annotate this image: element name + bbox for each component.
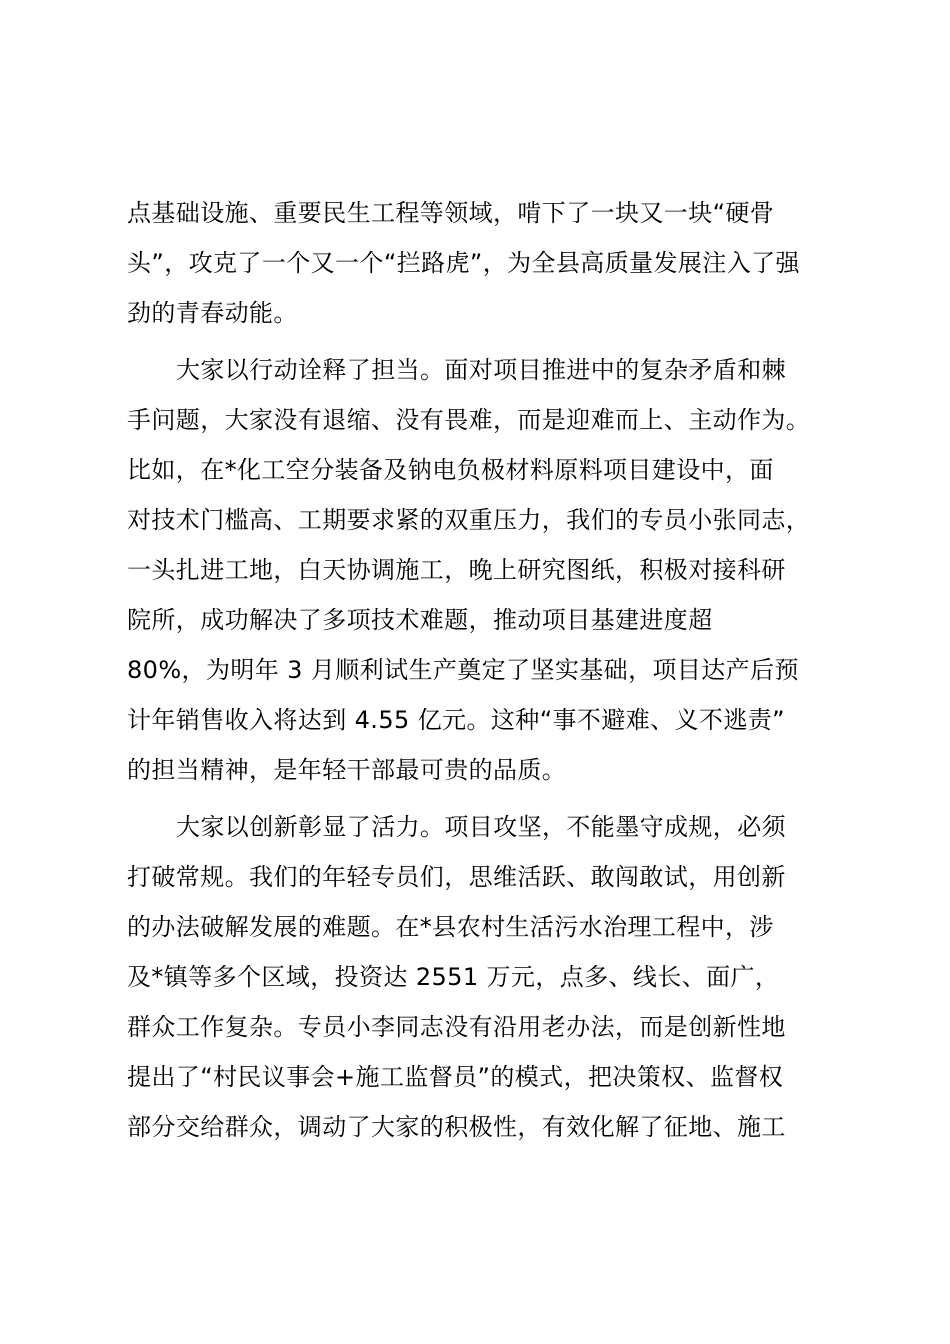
text-line: 80%，为明年 3 月顺利试生产奠定了坚实基础，项目达产后预 bbox=[127, 656, 799, 684]
paragraph-first-line: 大家以行动诠释了担当。面对项目推进中的复杂矛盾和棘 bbox=[176, 356, 786, 384]
paragraph-first-line: 大家以创新彰显了活力。项目攻坚，不能墨守成规，必须 bbox=[176, 813, 786, 841]
text-line: 打破常规。我们的年轻专员们，思维活跃、敢闯敢试，用创新 bbox=[127, 863, 786, 891]
text-line: 院所，成功解决了多项技术难题，推动项目基建进度超 bbox=[127, 606, 713, 634]
text-line: 部分交给群众，调动了大家的积极性，有效化解了征地、施工 bbox=[127, 1113, 786, 1141]
text-line: 点基础设施、重要民生工程等领域，啃下了一块又一块“硬骨 bbox=[127, 199, 775, 227]
text-line: 比如，在*化工空分装备及钠电负极材料原料项目建设中，面 bbox=[127, 456, 774, 484]
text-line: 的办法破解发展的难题。在*县农村生活污水治理工程中，涉 bbox=[127, 913, 774, 941]
text-line: 及*镇等多个区域，投资达 2551 万元，点多、线长、面广， bbox=[127, 963, 780, 991]
text-line: 对技术门槛高、工期要求紧的双重压力，我们的专员小张同志， bbox=[127, 506, 811, 534]
text-line: 手问题，大家没有退缩、没有畏难，而是迎难而上、主动作为。 bbox=[127, 406, 811, 434]
text-line: 劲的青春动能。 bbox=[127, 299, 298, 327]
text-line: 计年销售收入将达到 4.55 亿元。这种“事不避难、义不逃责” bbox=[127, 706, 785, 734]
text-line: 一头扎进工地，白天协调施工，晚上研究图纸，积极对接科研 bbox=[127, 556, 786, 584]
text-line: 提出了“村民议事会+施工监督员”的模式，把决策权、监督权 bbox=[127, 1063, 784, 1091]
text-line: 的担当精神，是年轻干部最可贵的品质。 bbox=[127, 756, 567, 784]
text-line: 群众工作复杂。专员小李同志没有沿用老办法，而是创新性地 bbox=[127, 1013, 786, 1041]
text-line: 头”，攻克了一个又一个“拦路虎”，为全县高质量发展注入了强 bbox=[127, 249, 800, 277]
